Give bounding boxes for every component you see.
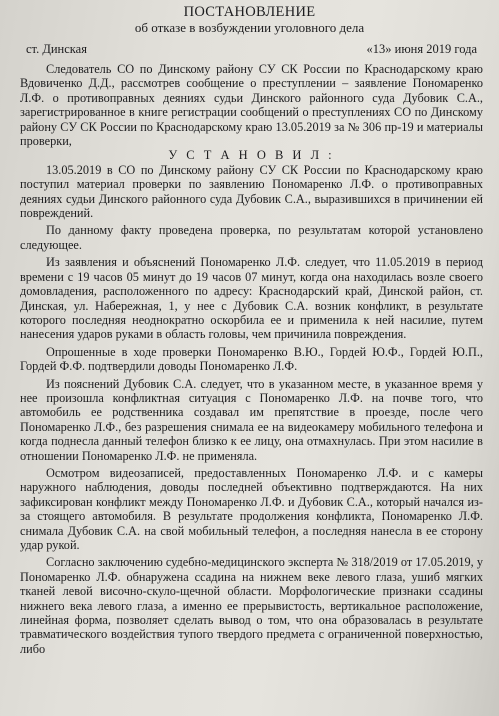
document-place: ст. Динская xyxy=(26,42,87,56)
paragraph-7: Согласно заключению судебно-медицинского эксперта № 318/2019 от 17.05.2019, у Пономаренко Л.Ф. обнаружена ссадина на нижнем веке левого глаза, ушиб мягких тканей левой височно-скуло-щечной области. Морфологические признаки ссадины нижнего века левого глаза, а именно ее прерывистость, вертикальное расположение, линейная форма, позволяет сделать вывод о том, что она образовалась в результате травматического воздействия тупого твердого предмета с ограниченной поверхностью, либо xyxy=(20,555,483,656)
document-title: ПОСТАНОВЛЕНИЕ xyxy=(183,4,316,20)
paragraph-1: 13.05.2019 в СО по Динскому району СУ СК России по Краснодарскому краю поступил материал проверки по заявлению Пономаренко Л.Ф. о противоправных деяниях судьи Динского районного суда Дубовик С.А., выразившихся в причинении ей повреждений. xyxy=(20,162,483,221)
paragraph-3: Из заявления и объяснений Пономаренко Л.Ф. следует, что 11.05.2019 в период времени с 19 часов 05 минут до 19 часов 07 минут, когда она находилась возле своего домовладения, расположенного по адресу: Краснодарский край, Динской район, ст. Динская, ул. Набережная, 1, у нее с Дубовик С.А. возник конфликт, в результате которого последняя неоднократно оскорбила ее и применила к ней насилие, путем нанесения ударов руками в область головы, чем причинила повреждения. xyxy=(20,255,483,342)
paragraph-5: Из пояснений Дубовик С.А. следует, что в указанном месте, в указанное время у нее произошла конфликтная ситуация с Пономаренко Л.Ф. на почве того, что автомобиль ее родственника создавал им препятствие в проезде, после чего Пономаренко Л.Ф., без разрешения снимала ее на видеокамеру мобильного телефона и когда поднесла данный телефон близко к ее лицу, она отмахнулась. При этом насилие в отношении Пономаренко Л.Ф. не применяла. xyxy=(20,376,483,463)
paragraph-6: Осмотром видеозаписей, предоставленных Пономаренко Л.Ф. и с камеры наружного наблюдения, доводы последней объективно подтверждаются. На них зафиксирован конфликт между Пономаренко Л.Ф. и Дубовик С.А., который начался из-за стоящего автомобиля. В результате продолжения конфликта, Пономаренко Л.Ф. снимала Дубовик С.А. на свой мобильный телефон, а последняя нанесла в ее сторону удар рукой. xyxy=(20,465,483,552)
paragraph-intro: Следователь СО по Динскому району СУ СК России по Краснодарскому краю Вдовиченко Д.Д., рассмотрев сообщение о преступлении – заявление Пономаренко Л.Ф. о противоправных деяниях судьи Динского районного суда Дубовик С.А., зарегистрированное в книге регистрации сообщений о преступлениях СО по Динскому району СУ СК России по Краснодарскому краю 13.05.2019 за № 306 пр-19 и материалы проверки, xyxy=(20,62,483,149)
document-date: «13» июня 2019 года xyxy=(366,42,477,56)
paragraph-4: Опрошенные в ходе проверки Пономаренко В.Ю., Гордей Ю.Ф., Гордей Ю.П., Гордей Ф.Ф. подтвердили доводы Пономаренко Л.Ф. xyxy=(20,344,483,374)
heading-ustanovil: У С Т А Н О В И Л : xyxy=(168,148,335,163)
document-body xyxy=(20,62,483,656)
document-subtitle: об отказе в возбуждении уголовного дела xyxy=(134,20,365,35)
paragraph-2: По данному факту проведена проверка, по результатам которой установлено следующее. xyxy=(20,223,483,252)
